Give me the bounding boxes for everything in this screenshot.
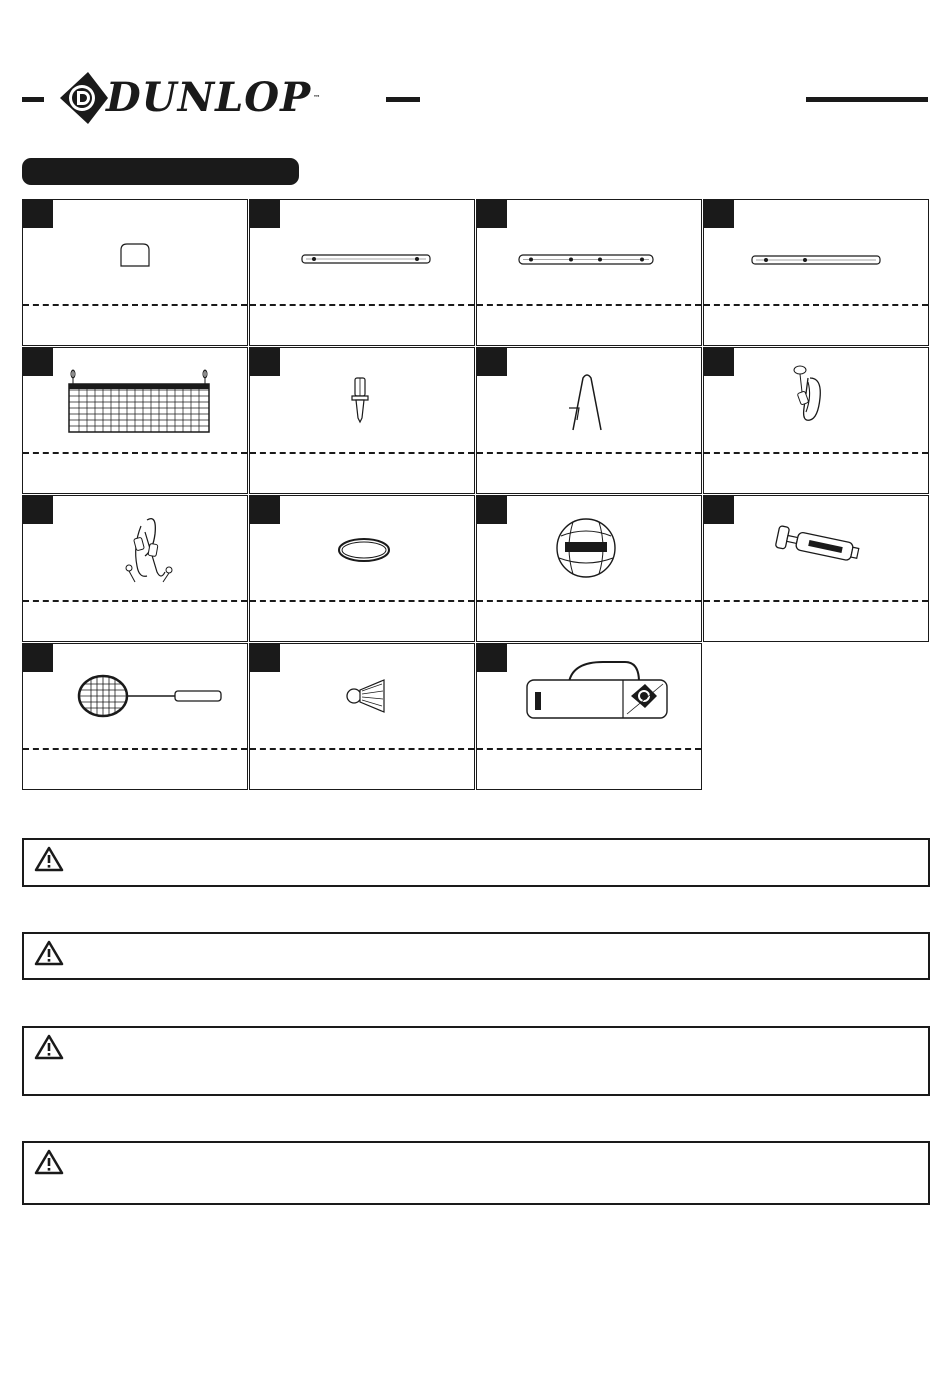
brand-logo [22,70,442,126]
badminton-racket-icon [23,644,249,748]
warning-box [22,838,930,887]
pole-section-top-icon [704,200,930,304]
stake-icon [477,348,703,452]
brand-trademark: ™ [313,93,322,102]
part-divider [477,452,701,454]
part-divider [250,452,474,454]
ground-peg-icon [250,348,476,452]
part-divider [477,304,701,306]
part-divider [23,304,247,306]
logo-dash-right [386,97,420,102]
part-cell [22,643,248,790]
part-cell [22,347,248,494]
part-divider [477,600,701,602]
warning-triangle-icon [34,940,64,966]
carry-bag-icon [477,644,703,748]
part-cell [476,495,702,642]
warning-triangle-icon [34,846,64,872]
part-cell [249,643,475,790]
guy-rope-set-icon [23,496,249,600]
part-divider [704,452,928,454]
part-divider [23,452,247,454]
net-icon [23,348,249,452]
part-cell [249,495,475,642]
part-divider [23,748,247,750]
warning-triangle-icon [34,1034,64,1060]
part-divider [250,748,474,750]
part-divider [23,600,247,602]
part-cell [703,347,929,494]
dunlop-flying-d-icon [52,70,112,126]
part-cell [22,495,248,642]
guy-rope-icon [704,348,930,452]
part-divider [704,600,928,602]
pole-section-two-holes-icon [250,200,476,304]
part-cell [476,347,702,494]
warning-box [22,1141,930,1205]
warning-box [22,1026,930,1096]
part-cell [249,199,475,346]
part-cell [22,199,248,346]
part-divider [250,600,474,602]
part-cell [703,199,929,346]
part-cell [249,347,475,494]
part-cell [476,643,702,790]
volleyball-icon [477,496,703,600]
part-divider [704,304,928,306]
boundary-band-icon [250,496,476,600]
pole-section-four-holes-icon [477,200,703,304]
shuttlecock-icon [250,644,476,748]
part-divider [250,304,474,306]
brand-wordmark [106,74,321,122]
warning-box [22,932,930,980]
pump-icon [704,496,930,600]
end-cap-icon [23,200,249,304]
part-cell [476,199,702,346]
warning-triangle-icon [34,1149,64,1175]
part-divider [477,748,701,750]
brand-name: DUNLOP [106,74,312,121]
part-cell [703,495,929,642]
logo-dash-left [22,97,44,102]
section-heading-bar [22,158,299,185]
header-rule [806,97,928,102]
